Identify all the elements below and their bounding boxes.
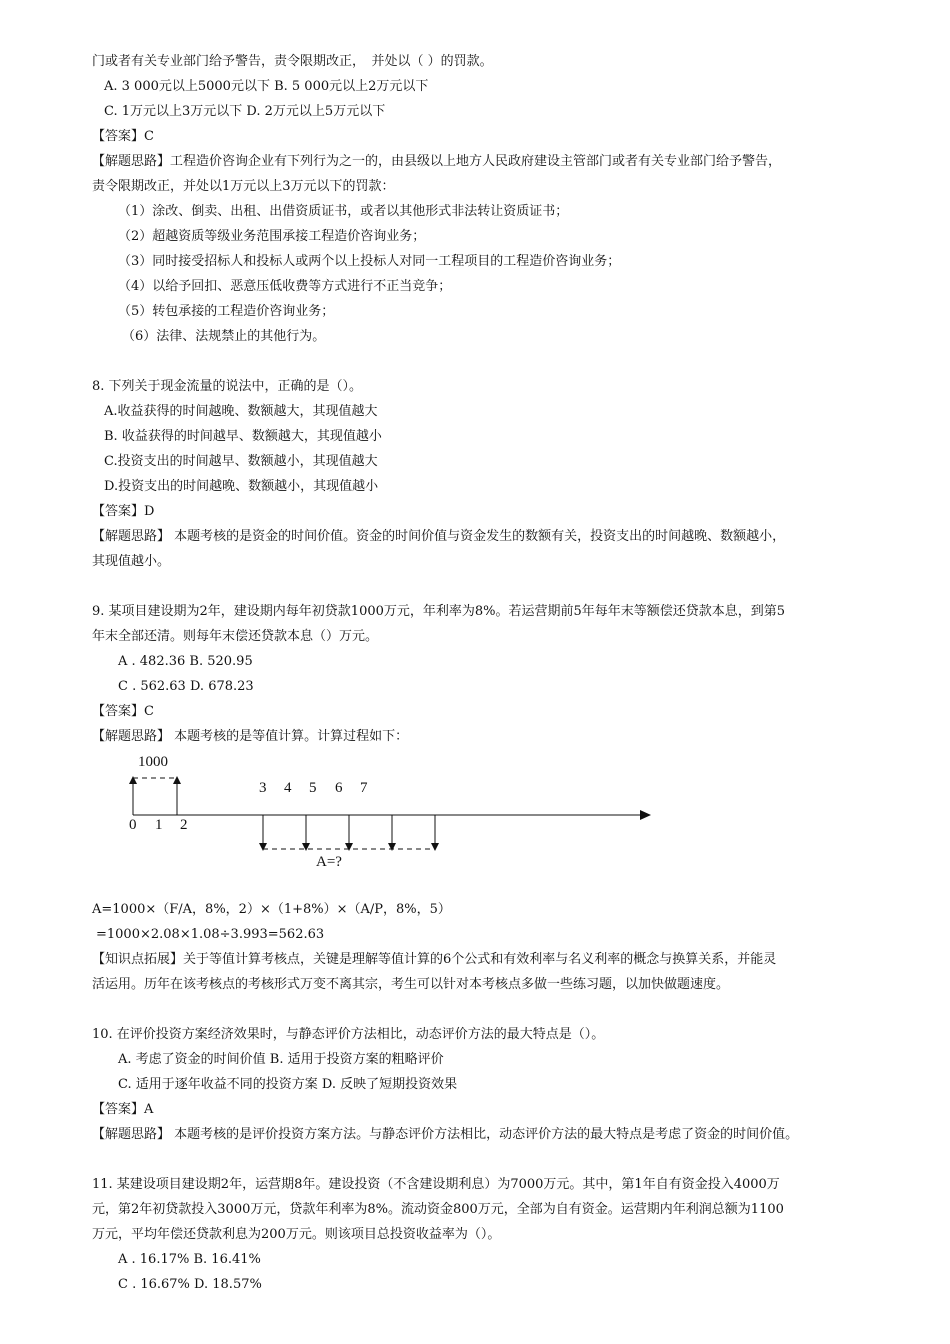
axis-label-0: 0 bbox=[129, 817, 137, 833]
q9-stem-line-1: 9. 某项目建设期为2年，建设期内每年初贷款1000万元，年利率为8%。若运营期前5年每年末等额偿还贷款本息，到第5 bbox=[92, 604, 786, 619]
q9-answer: 【答案】C bbox=[92, 704, 154, 719]
q11-options-cd: C . 16.67% D. 18.57% bbox=[118, 1277, 262, 1292]
period-label-4: 4 bbox=[284, 780, 292, 796]
q8-option: D.投资支出的时间越晚、数额越小，其现值越小 bbox=[104, 479, 379, 494]
inflow-arrowhead bbox=[129, 776, 137, 784]
q7-analysis-line-1: 【解题思路】工程造价咨询企业有下列行为之一的，由县级以上地方人民政府建设主管部门或者有关专业部门给予警告， bbox=[92, 154, 782, 169]
q8-answer: 【答案】D bbox=[92, 504, 155, 519]
q7-item: （1）涂改、倒卖、出租、出借资质证书，或者以其他形式非法转让资质证书； bbox=[118, 204, 569, 219]
outflow-arrowhead bbox=[388, 843, 396, 851]
period-label-3: 3 bbox=[259, 780, 267, 796]
q7-item: （4）以给予回扣、恶意压低收费等方式进行不正当竞争； bbox=[118, 279, 452, 294]
period-label-7: 7 bbox=[360, 780, 368, 796]
q7-item: （5）转包承接的工程造价咨询业务； bbox=[118, 304, 335, 319]
q9-options-ab: A . 482.36 B. 520.95 bbox=[118, 654, 253, 669]
q10-options-ab: A. 考虑了资金的时间价值 B. 适用于投资方案的粗略评价 bbox=[118, 1052, 444, 1067]
inflow-arrowhead bbox=[173, 776, 181, 784]
q9-analysis: 【解题思路】 本题考核的是等值计算。计算过程如下： bbox=[92, 729, 409, 744]
q7-item: （3）同时接受招标人和投标人或两个以上投标人对同一工程项目的工程造价咨询业务； bbox=[118, 254, 621, 269]
q8-analysis-line-2: 其现值越小。 bbox=[92, 554, 171, 569]
annuity-label: A=? bbox=[316, 854, 342, 870]
q9-extension-line-1: 【知识点拓展】关于等值计算考核点，关键是理解等值计算的6个公式和有效利率与名义利率的概念与换算关系，并能灵 bbox=[92, 952, 777, 967]
q9-stem-line-2: 年末全部还清。则每年末偿还贷款本息（）万元。 bbox=[92, 629, 379, 644]
q8-option: C.投资支出的时间越早、数额越小，其现值越大 bbox=[104, 454, 378, 469]
q7-analysis-line-2: 责令限期改正，并处以1万元以上3万元以下的罚款： bbox=[92, 179, 395, 194]
q8-stem: 8. 下列关于现金流量的说法中，正确的是（）。 bbox=[92, 379, 363, 394]
q11-options-ab: A . 16.17% B. 16.41% bbox=[118, 1252, 261, 1267]
period-label-5: 5 bbox=[309, 780, 317, 796]
q9-options-cd: C . 562.63 D. 678.23 bbox=[118, 679, 254, 694]
q7-options-ab: A. 3 000元以上5000元以下 B. 5 000元以上2万元以下 bbox=[104, 79, 429, 94]
outflow-arrowhead bbox=[259, 843, 267, 851]
q8-option: A.收益获得的时间越晚、数额越大，其现值越大 bbox=[104, 404, 378, 419]
q9-formula-line-1: A=1000×（F/A，8%，2）×（1+8%）×（A/P，8%，5） bbox=[92, 902, 451, 917]
q7-stem-tail: 门或者有关专业部门给予警告，责令限期改正， 并处以（ ）的罚款。 bbox=[92, 54, 493, 69]
q8-analysis-line-1: 【解题思路】 本题考核的是资金的时间价值。资金的时间价值与资金发生的数额有关，投资支出的时间越晚、数额越小， bbox=[92, 529, 786, 544]
inflow-label: 1000 bbox=[138, 754, 168, 770]
q11-stem-line-2: 元，第2年初贷款投入3000万元，贷款年利率为8%。流动资金800万元，全部为自有资金。运营期内年利润总额为1100 bbox=[92, 1202, 784, 1217]
q7-item: （6）法律、法规禁止的其他行为。 bbox=[122, 329, 326, 344]
q10-options-cd: C. 适用于逐年收益不同的投资方案 D. 反映了短期投资效果 bbox=[118, 1077, 458, 1092]
q10-analysis: 【解题思路】 本题考核的是评价投资方案方法。与静态评价方法相比，动态评价方法的最大特点是考虑了资金的时间价值。 bbox=[92, 1127, 799, 1142]
q10-stem: 10. 在评价投资方案经济效果时，与静态评价方法相比，动态评价方法的最大特点是（）。 bbox=[92, 1027, 605, 1042]
outflow-arrowhead bbox=[345, 843, 353, 851]
axis-arrowhead bbox=[640, 810, 651, 820]
outflow-arrowhead bbox=[431, 843, 439, 851]
period-label-6: 6 bbox=[335, 780, 343, 796]
q7-item: （2）超越资质等级业务范围承接工程造价咨询业务； bbox=[118, 229, 426, 244]
q8-option: B. 收益获得的时间越早、数额越大，其现值越小 bbox=[104, 429, 382, 444]
axis-label-1: 1 bbox=[155, 817, 163, 833]
q10-answer: 【答案】A bbox=[92, 1102, 154, 1117]
q11-stem-line-3: 万元，平均年偿还贷款利息为200万元。则该项目总投资收益率为（）。 bbox=[92, 1227, 501, 1242]
axis-label-2: 2 bbox=[180, 817, 188, 833]
q7-options-cd: C. 1万元以上3万元以下 D. 2万元以上5万元以下 bbox=[104, 104, 386, 119]
annuity-arrows bbox=[259, 815, 439, 851]
outflow-arrowhead bbox=[302, 843, 310, 851]
q11-stem-line-1: 11. 某建设项目建设期2年，运营期8年。建设投资（不含建设期利息）为7000万元。其中，第1年自有资金投入4000万 bbox=[92, 1177, 780, 1192]
q9-formula-line-2: =1000×2.08×1.08÷3.993=562.63 bbox=[96, 927, 325, 942]
q9-extension-line-2: 活运用。历年在该考核点的考核形式万变不离其宗，考生可以针对本考核点多做一些练习题，以加快做题速度。 bbox=[92, 977, 730, 992]
q7-answer: 【答案】C bbox=[92, 129, 154, 144]
